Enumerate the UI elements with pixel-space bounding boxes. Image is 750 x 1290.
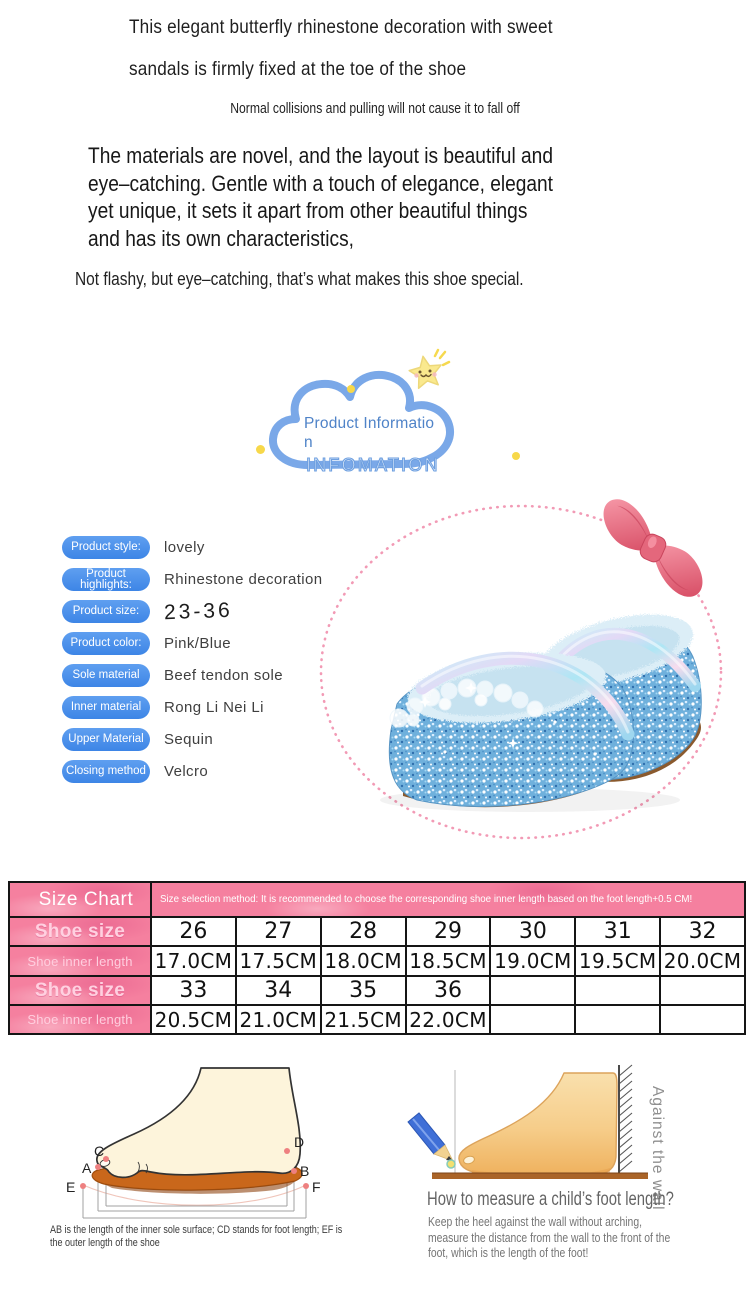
- foot-insole-diagram: [38, 1063, 348, 1225]
- measure-title: How to measure a child’s foot length?: [427, 1189, 674, 1210]
- product-info-pill: Product style:: [62, 536, 150, 559]
- measure-instructions: [428, 1215, 670, 1262]
- table-cell: 19.0CM: [489, 945, 574, 975]
- pencil-icon: [408, 1113, 455, 1168]
- cloud-subtitle: INFOMATION: [306, 455, 440, 475]
- point-label-f: F: [312, 1179, 321, 1195]
- product-info-pill: Upper Material: [62, 728, 150, 751]
- point-label-b: B: [300, 1163, 310, 1179]
- table-cell: 26: [150, 916, 235, 945]
- insole-caption-line2: the outer length of the shoe: [50, 1236, 160, 1249]
- intro-tagline: Not flashy, but eye–catching, that’s what makes this shoe special.: [75, 269, 524, 289]
- product-info-row: [62, 728, 323, 751]
- table-cell: 17.5CM: [235, 945, 320, 975]
- product-info-value: Beef tendon sole: [164, 667, 283, 684]
- table-cell: [489, 975, 574, 1004]
- intro-line-1: This elegant butterfly rhinestone decoration with sweet: [129, 16, 553, 38]
- cloud-title-line1: Product Informatio: [304, 415, 435, 432]
- wall-measure-diagram: [398, 1060, 678, 1188]
- table-cell: 17.0CM: [150, 945, 235, 975]
- product-info-row: [62, 696, 323, 719]
- wall-hatching: [619, 1065, 632, 1172]
- product-info-pill: Product size:: [62, 600, 150, 623]
- intro-line-2: sandals is firmly fixed at the toe of the shoe: [129, 58, 467, 80]
- row-label-inner-length: Shoe inner length: [10, 945, 150, 975]
- table-cell: 21.5CM: [320, 1004, 405, 1033]
- table-cell: 36: [405, 975, 490, 1004]
- measure-instructions-line: foot, which is the length of the foot!: [428, 1246, 589, 1260]
- table-cell: 29: [405, 916, 490, 945]
- product-info-row: [62, 664, 323, 687]
- size-chart-note-text: Size selection method: It is recommended to choose the corresponding shoe inner length based on the foot length+0.5 CM!: [160, 892, 693, 905]
- product-info-value: 23-36: [163, 598, 234, 624]
- shoes-illustration: [295, 492, 750, 864]
- table-cell: 18.5CM: [405, 945, 490, 975]
- product-info-row: [62, 760, 323, 783]
- table-cell: 22.0CM: [405, 1004, 490, 1033]
- table-cell: [659, 975, 744, 1004]
- cloud-title-line2: n: [304, 434, 313, 452]
- table-cell: 31: [574, 916, 659, 945]
- front-shoe: [389, 643, 633, 807]
- size-chart-table: [8, 881, 746, 1035]
- point-label-d: D: [294, 1134, 305, 1150]
- insole-caption: [50, 1224, 342, 1249]
- product-info-pill: Product color:: [62, 632, 150, 655]
- intro-paragraph-line: eye–catching. Gentle with a touch of elegance, elegant: [88, 170, 554, 196]
- insole-caption-line1: AB is the length of the inner sole surface; CD stands for foot length; EF is: [50, 1224, 343, 1236]
- sparkle-dot: [256, 445, 265, 454]
- product-info-pill: Sole material: [62, 664, 150, 687]
- size-chart-title: Size Chart: [10, 883, 150, 916]
- intro-paragraph-line: The materials are novel, and the layout is beautiful and: [88, 143, 553, 168]
- product-info-pill: Product highlights:: [62, 568, 150, 591]
- product-info-row: [62, 600, 323, 623]
- bow-icon: [585, 495, 722, 602]
- intro-paragraph-line: yet unique, it sets it apart from other beautiful things: [88, 198, 528, 223]
- table-cell: 20.0CM: [659, 945, 744, 975]
- size-chart-note: [150, 883, 744, 916]
- product-info-value: Sequin: [164, 731, 214, 748]
- table-cell: 32: [659, 916, 744, 945]
- floor: [432, 1173, 648, 1179]
- table-cell: 20.5CM: [150, 1004, 235, 1033]
- product-information-cloud: [262, 368, 474, 486]
- sparkle-dot: [347, 385, 355, 393]
- intro-note: Normal collisions and pulling will not cause it to fall off: [230, 101, 520, 117]
- table-cell: 19.5CM: [574, 945, 659, 975]
- product-info-row: [62, 536, 323, 559]
- table-cell: [659, 1004, 744, 1033]
- table-cell: [574, 975, 659, 1004]
- point-label-a: A: [82, 1160, 92, 1176]
- product-info-value: Rhinestone decoration: [164, 571, 323, 588]
- intro-paragraph: [88, 142, 553, 252]
- intro-paragraph-line: and has its own characteristics,: [88, 225, 354, 251]
- point-label-e: E: [66, 1179, 76, 1195]
- cloud-title: [304, 414, 446, 453]
- table-cell: 27: [235, 916, 320, 945]
- product-info-pill: Closing method: [62, 760, 150, 783]
- row-label-inner-length: Shoe inner length: [10, 1004, 150, 1033]
- point-label-c: C: [94, 1143, 105, 1159]
- product-info-value: Velcro: [164, 763, 209, 780]
- measure-instructions-line: Keep the heel against the wall without arching,: [428, 1215, 642, 1229]
- table-cell: 28: [320, 916, 405, 945]
- table-cell: 30: [489, 916, 574, 945]
- row-label-shoe-size: Shoe size: [10, 916, 150, 945]
- against-the-wall-label: Against the wall: [649, 1086, 666, 1211]
- product-info-pill: Inner material: [62, 696, 150, 719]
- product-info-row: [62, 632, 323, 655]
- product-info-row: [62, 568, 323, 591]
- sparkle-dot: [512, 452, 520, 460]
- measure-instructions-line: measure the distance from the wall to the front of the: [428, 1230, 671, 1245]
- table-cell: 18.0CM: [320, 945, 405, 975]
- table-cell: 34: [235, 975, 320, 1004]
- product-info-value: Rong Li Nei Li: [164, 699, 264, 716]
- table-cell: [574, 1004, 659, 1033]
- table-cell: 21.0CM: [235, 1004, 320, 1033]
- row-label-shoe-size: Shoe size: [10, 975, 150, 1004]
- table-cell: [489, 1004, 574, 1033]
- table-cell: 35: [320, 975, 405, 1004]
- product-info-value: Pink/Blue: [164, 635, 231, 652]
- product-info-value: lovely: [164, 539, 205, 556]
- product-info-list: [62, 536, 323, 783]
- star-icon: [400, 342, 456, 398]
- table-cell: 33: [150, 975, 235, 1004]
